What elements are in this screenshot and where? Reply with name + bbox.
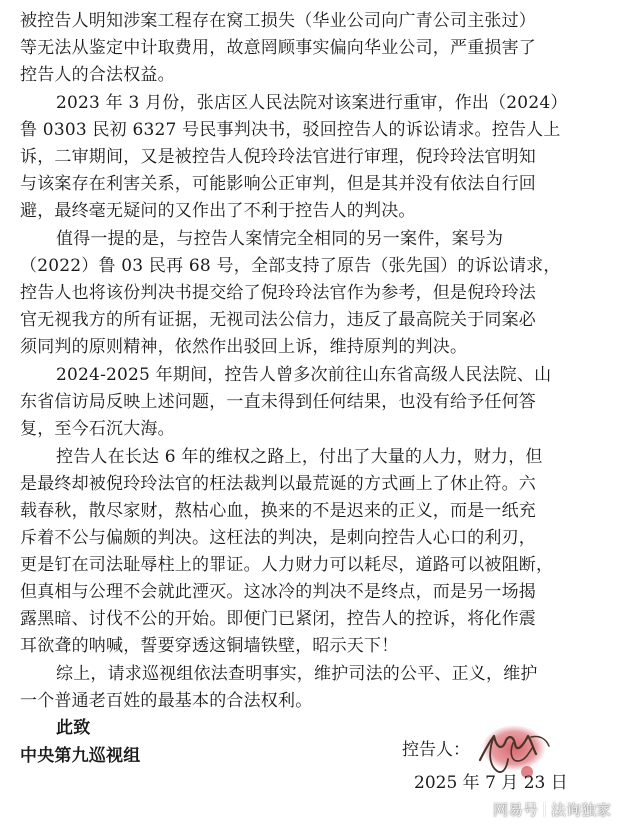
body-text-line: 东省信访局反映上述问题，一直未得到任何结果，也没有给予任何答 — [20, 392, 536, 412]
signature-label: 控告人： — [402, 740, 470, 760]
watermark-account: 法询独家 — [550, 801, 611, 819]
body-text-line: 露黑暗、讨伐不公的开始。即便门已紧闭，控告人的控诉，将化作震 — [20, 609, 536, 629]
body-text-line: 2023 年 3 月份，张店区人民法院对该案进行重审，作出（2024） — [56, 93, 568, 113]
watermark-source: 网易号 — [492, 801, 538, 819]
body-text-line: 被控告人明知涉案工程存在窝工损失（华业公司向广青公司主张过） — [20, 11, 536, 31]
body-text-line: 2024-2025 年期间，控告人曾多次前往山东省高级人民法院、山 — [56, 365, 552, 385]
watermark — [493, 799, 611, 820]
body-text-line: 控告人在长达 6 年的维权之路上，付出了大量的人力，财力，但 — [56, 447, 543, 467]
body-text-line: （2022）鲁 03 民再 68 号，全部支持了原告（张先国）的诉讼请求， — [20, 256, 561, 276]
body-text-line: 等无法从鉴定中计取费用，故意罔顾事实偏向华业公司，严重损害了 — [20, 38, 536, 58]
body-text-line: 耳欲聋的呐喊，誓要穿透这铜墙铁壁，昭示天下！ — [20, 636, 399, 656]
date-line: 2025 年 7 月 23 日 — [414, 773, 568, 793]
body-text-line: 控告人的合法权益。 — [20, 65, 175, 85]
recipient-name: 中央第九巡视组 — [20, 746, 141, 766]
body-text-line: 综上，请求巡视组依法查明事实，维护司法的公平、正义，维护 — [56, 664, 538, 684]
watermark-separator — [544, 802, 545, 817]
body-text-line: 斥着不公与偏颇的判决。这枉法的判决，是刺向控告人心口的利刃， — [20, 528, 536, 548]
body-text-line: 鲁 0303 民初 6327 号民事判决书，驳回控告人的诉讼请求。控告人上 — [20, 120, 561, 140]
body-text-line: 载春秋，散尽家财，熬枯心血，换来的不是迟来的正义，而是一纸充 — [20, 501, 536, 521]
body-text-line: 但真相与公理不会就此湮灭。这冰冷的判决不是终点，而是另一场揭 — [20, 582, 536, 602]
body-text-line: 与该案存在利害关系，可能影响公正审判，但是其并没有依法自行回 — [20, 174, 536, 194]
body-text-line: 官无视我方的所有证据，无视司法公信力，违反了最高院关于同案必 — [20, 310, 536, 330]
body-text-line: 更是钉在司法耻辱柱上的罪证。人力财力可以耗尽，道路可以被阻断， — [20, 555, 554, 575]
body-text-line: 控告人也将该份判决书提交给了倪玲玲法官作为参考，但是倪玲玲法 — [20, 283, 536, 303]
closing-salutation: 此致 — [56, 718, 91, 738]
body-text-line: 避，最终毫无疑问的又作出了不利于控告人的判决。 — [20, 201, 416, 221]
body-text-line: 复，至今石沉大海。 — [20, 419, 175, 439]
body-text-line: 诉，二审期间，又是被控告人倪玲玲法官进行审理，倪玲玲法官明知 — [20, 147, 536, 167]
body-text-line: 一个普通老百姓的最基本的合法权利。 — [20, 691, 313, 711]
body-text-line: 是最终却被倪玲玲法官的枉法裁判以最荒诞的方式画上了休止符。六 — [20, 474, 536, 494]
body-text-line: 值得一提的是，与控告人案情完全相同的另一案件，案号为 — [56, 229, 504, 249]
body-text-line: 须同判的原则精神，依然作出驳回上诉，维持原判的判决。 — [20, 337, 468, 357]
